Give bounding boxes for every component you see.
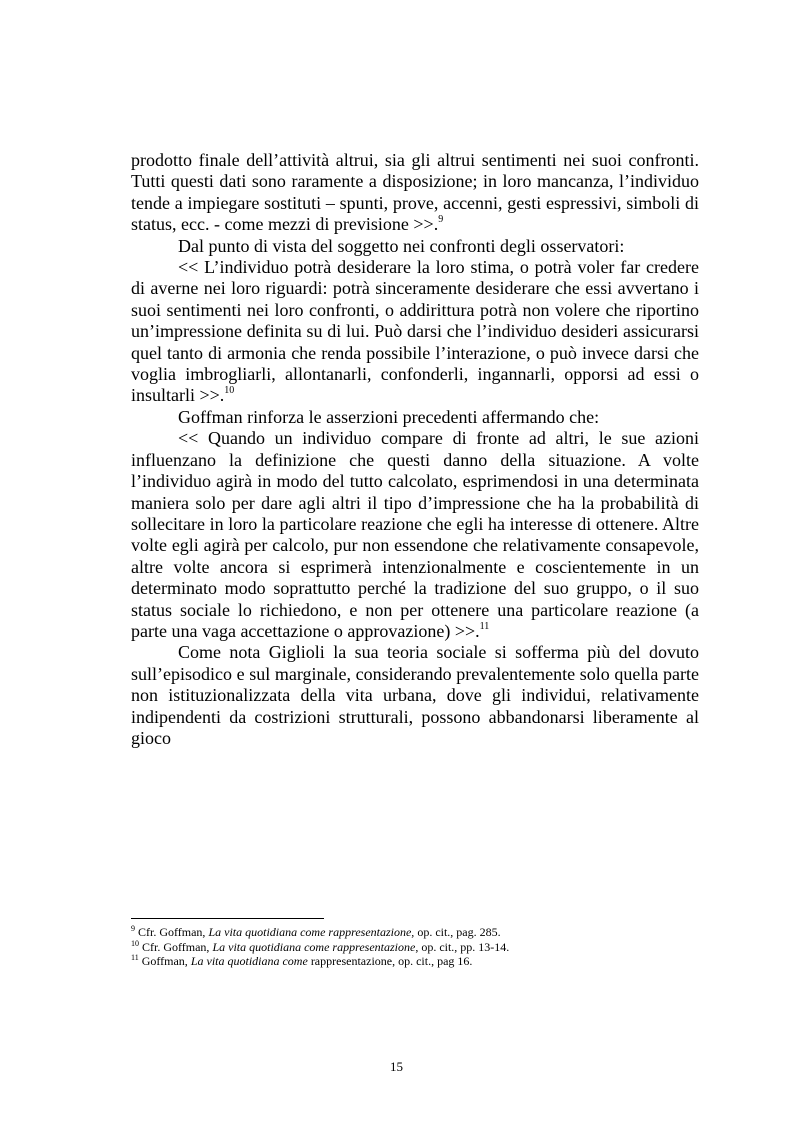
footnote-separator [131,918,324,919]
paragraph-5: << Quando un individuo compare di fronte ad altri, le sue azioni influenzano la definizione che questi danno della situazione. A volte l’individuo agirà in modo del tutto calcolato, esprimendosi in una determinata maniera solo per dare agli altri il tipo d’impressione che ha la probabilità di sollecitare in loro la particolare reazione che egli ha interesse di ottenere. Altre volte egli agirà per calcolo, pur non essendone che relativamente consapevole, altre volte ancora si esprimerà intenzionalmente e coscientemente in un determinato modo soprattutto perché la tradizione del suo gruppo, o il suo status sociale lo richiedono, e non per ottenere una particolare reazione (a parte una vaga accettazione o approvazione) >>.$^{11}$ [131,428,699,641]
paragraph-2: Dal punto di vista del soggetto nei confronti degli osservatori: [178,235,625,256]
footnote-ref-10: 10 [224,385,235,397]
paragraph-3: << L’individuo potrà desiderare la loro stima, o potrà voler far credere di averne nei loro riguardi: potrà sinceramente desiderare che essi avvertano i suoi sentimenti nei loro confronti, o addirittura potrà non volere che riportino un’impressione definita su di lui. Può darsi che l’individuo desideri assicurarsi quel tanto di armonia che renda possibile l’interazione, o può invece darsi che voglia imbrogliarli, allontanarli, confonderli, ingannarli, opporsi ad essi o insultarli >>.$^{10}$ [131,257,699,406]
footnotes [131,925,699,969]
body-text [131,150,699,749]
paragraph-4: Goffman rinforza le asserzioni precedenti affermando che: [178,406,600,427]
paragraph-6: Come nota Giglioli la sua teoria sociale si sofferma più del dovuto sull’episodico e sul marginale, considerando prevalentemente solo quella parte non istituzionalizzata della vita urbana, dove gli individui, relativamente indipendenti da costrizioni strutturali, possono abbandonarsi liberamente al gioco [131,642,699,748]
footnote-ref-9: 9 [438,214,444,226]
footnote: $^{10}$ Cfr. Goffman, La vita quotidiana come rappresentazione, op. cit., pp. 13-14. [131,938,510,954]
page-number: 15 [390,1059,403,1074]
footnote: $^{11}$ Goffman, La vita quotidiana come rappresentazione, op. cit., pag 16. [131,953,473,968]
footnote: $^9$ Cfr. Goffman, La vita quotidiana come rappresentazione, op. cit., pag. 285. [131,924,501,939]
paragraph-1: prodotto finale dell’attività altrui, sia gli altrui sentimenti nei suoi confronti. Tutti questi dati sono raramente a disposizione; in loro mancanza, l’individuo tende a impiegare sostituti – spunti, prove, accenni, gesti espressivi, simboli di status, ecc. - come mezzi di previsione >>.$^9$ [131,150,699,235]
footnote-ref-11: 11 [479,620,490,632]
